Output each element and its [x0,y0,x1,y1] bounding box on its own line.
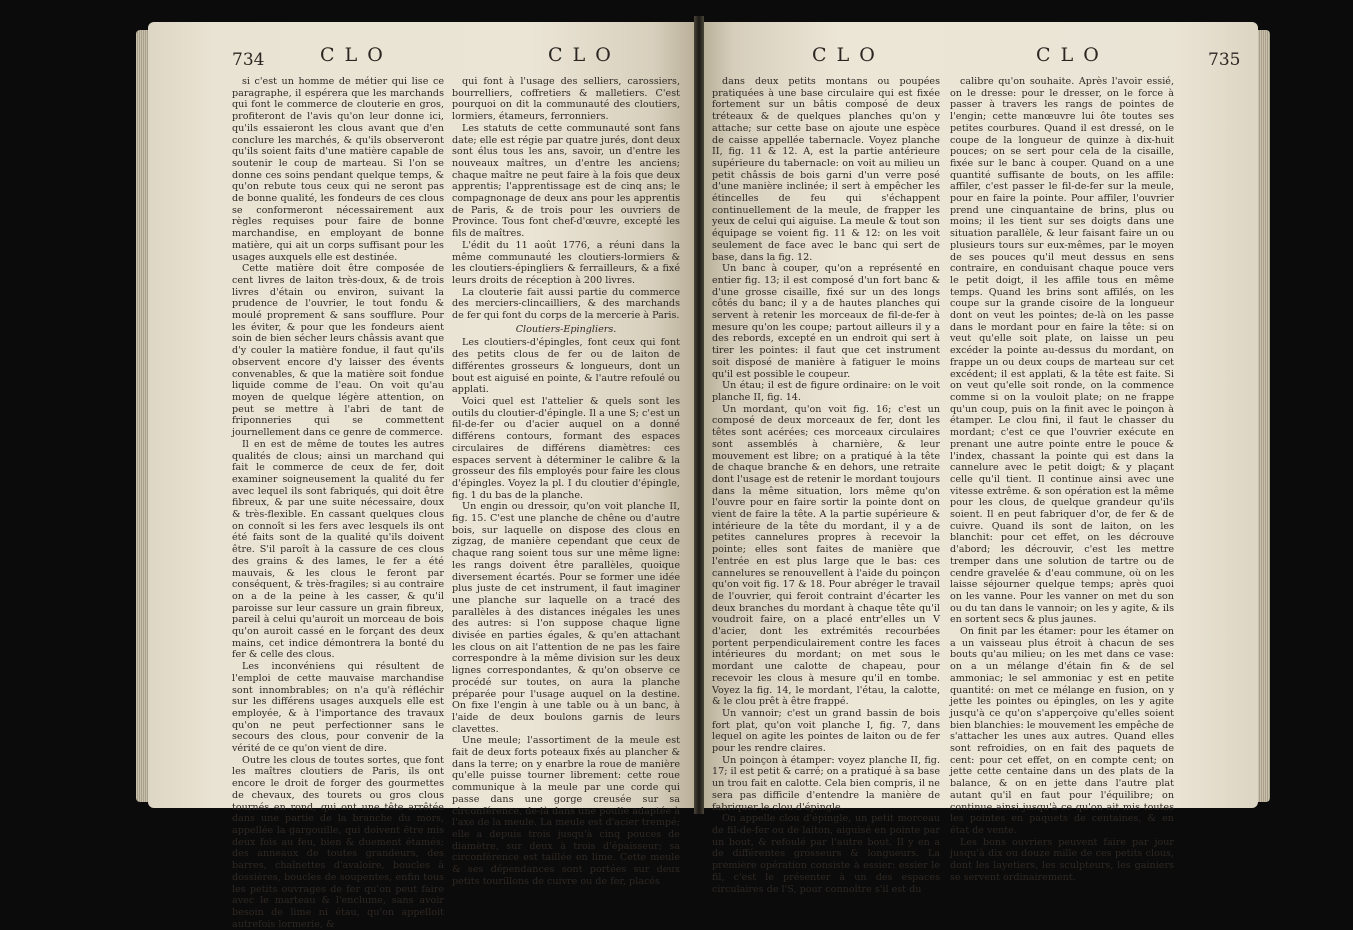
paragraph: Voici quel est l'attelier & quels sont les outils du cloutier-d'épingle. Il a une S; c'est un fil-de-fer ou d'acier auquel on a donné différens contours, formant des espaces circulaires de différens diamètres: ces espaces servent à déterminer le calibre & la grosseur des fils employés pour faire les clous d'épingles. Voyez la pl. I du cloutier d'épingle, fig. 1 du bas de la planche. [452,395,680,501]
paragraph: calibre qu'on souhaite. Après l'avoir essié, on le dresse: pour le dresser, on le force à passer à travers les rangs de pointes de l'engin; cette manœuvre lui ôte toutes ses petites courbures. Quand il est dressé, on le coupe de la longueur de quinze à dix-huit pouces; on se sert pour cela de la cisaille, fixée sur le banc à couper. Quand on a une quantité suffisante de bouts, on les affile: affiler, c'est passer le fil-de-fer sur la meule, pour en faire la pointe. Pour affiler, l'ouvrier prend une cinquantaine de brins, plus ou moins; il les tient sur ses doigts dans une situation parallèle, & leur faisant faire un ou plusieurs tours sur eux-mêmes, par le moyen de ses pouces qu'il meut dessus en sens contraire, en conduisant chaque pouce vers le petit doigt, il les affile tous en même temps. Quand les brins sont affilés, on les coupe sur la grande cisoire de la longueur dont on veut les pointes; de-là on les passe dans le mordant pour en faire la tête: si on veut qu'elle soit plate, on laisse un peu excéder la pointe au-dessus du mordant, on frappe un ou deux coups de marteau sur cet excédent; il est applati, & la tête est faite. Si on veut qu'elle soit ronde, on la commence comme si on la vouloit plate; on ne frappe qu'un coup, puis on la finit avec le poinçon à étamper. Le clou fini, il faut le chasser du mordant; c'est ce que l'ouvrier exécute en prenant une autre pointe entre le pouce & l'index, chassant la pointe qui est dans la cannelure avec le petit doigt; & y plaçant celle qu'il tient. Il continue ainsi avec une vitesse extrême. & son opération est la même pour les clous, de quelque grandeur qu'ils soient. Il en peut fabriquer d'or, de fer & de cuivre. Quand ils sont de laiton, on les blanchit: pour cet effet, on les décrouve d'abord; les décrouvir, c'est les mettre tremper dans une solution de tartre ou de cendre gravelée & d'eau commune, où on les laisse séjourner quelque temps; après quoi on les vanne. Pour les vanner on met du son ou du tan dans le vannoir; on les y agite, & ils en sortent secs & plus jaunes. [950,76,1174,626]
left-column-2 [452,76,680,887]
page-edges-right [1256,30,1270,802]
right-column-1 [712,76,940,895]
paragraph: La clouterie fait aussi partie du commerce des merciers-clincailliers, & des marchands de fer qui font du corps de la mercerie à Paris. [452,286,680,322]
paragraph: dans deux petits montans ou poupées pratiquées à une base circulaire qui est fixée fortement sur un bâtis composé de deux tréteaux & de quelques planches qu'on y attache; sur cette base on ajoute une espèce de caisse appellée tabernacle. Voyez planche II, fig. 11 & 12. A, est la partie antérieure supérieure du tabernacle: on voit au milieu un petit châssis de bois garni d'un verre posé d'une manière inclinée; il sert à empêcher les étincelles de feu qui s'échappent continuellement de la meule, de frapper les yeux de celui qui aiguise. La meule & tout son équipage se voient fig. 11 & 12: on les voit seulement de face avec le banc qui sert de base, dans la fig. 12. [712,76,940,263]
paragraph: Les bons ouvriers peuvent faire par jour jusqu'à dix ou douze mille de ces petits clous, dont les layetiers, les sculpteurs, les gainiers se servent ordinairement. [950,836,1174,883]
paragraph: Les statuts de cette communauté sont fans date; elle est régie par quatre jurés, dont deux sont élus tous les ans, savoir, un d'entre les nouveaux maîtres, un d'entre les anciens; chaque maître ne peut faire à la fois que deux apprentis; l'apprentissage est de cinq ans; le compagnonage de deux ans pour les apprentis de Paris, & de trois pour les ouvriers de Province. Tous font chef-d'œuvre, excepté les fils de maîtres. [452,122,680,240]
right-running-head-1: C L O [812,44,877,66]
section-subheading: Cloutiers-Epingliers. [515,323,617,335]
paragraph: Un poinçon à étamper: voyez planche II, fig. 17; il est petit & carré; on a pratiqué à sa base un trou fait en calotte. Cela bien compris, il ne sera pas difficile d'entendre la manière de fabriquer le clou d'épingle. [712,754,940,813]
right-page-number: 735 [1208,50,1241,70]
paragraph: Une meule; l'assortiment de la meule est fait de deux forts poteaux fixés au plancher & dans la terre; on y enarbre la roue de manière qu'elle puisse tourner librement: cette roue communique à la meule par une corde qui passe dans une gorge creusée sur sa circonférence, de-là dans une poulie adaptée à l'axe de la meule. La meule est d'acier trempé; elle a depuis trois jusqu'à cinq pouces de diamètre, sur deux à trois d'épaisseur; sa circonférence est taillée en lime. Cette meule & ses dépendances sont portées sur deux petits tourillons de cuivre ou de fer, placés [452,735,680,887]
paragraph: Un vannoir; c'est un grand bassin de bois fort plat, qu'on voit planche I, fig. 7, dans lequel on agite les pointes de laiton ou de fer pour les rendre claires. [712,707,940,755]
paragraph: Un engin ou dressoir, qu'on voit planche II, fig. 15. C'est une planche de chêne ou d'autre bois, sur laquelle on dispose des clous en zigzag, de manière cependant que ceux de chaque rang soient tous sur une même ligne: les rangs doivent être parallèles, quoique diversement écartés. Pour se former une idée plus juste de cet instrument, il faut imaginer une planche sur laquelle on a tracé des parallèles à des distances inégales les unes des autres: si l'on suppose chaque ligne divisée en parties égales, & qu'en attachant les clous on ait l'attention de ne pas les faire correspondre à la même division sur les deux lignes correspondantes, & qu'on observe ce procédé sur toutes, on aura la planche préparée pour l'usage auquel on la destine. On fixe l'engin à une table ou à un banc, à l'aide de deux boulons garnis de leurs clavettes. [452,501,680,735]
paragraph: Un étau; il est de figure ordinaire: on le voit planche II, fig. 14. [712,380,940,403]
left-running-head-2: C L O [548,44,613,66]
left-running-head-1: C L O [320,44,385,66]
paragraph: Un banc à couper, qu'on a représenté en entier fig. 13; il est composé d'un fort banc & d'une grosse cisaille, fixé sur un des longs côtés du banc; il y a de hautes planches qui servent à retenir les morceaux de fil-de-fer à mesure qu'on les coupe; partout ailleurs il y a des rebords, excepté en un endroit qui sert à tirer les pointes: il faut que cet instrument soit disposé de manière à fatiguer le moins qu'il est possible le coupeur. [712,263,940,380]
left-page-number: 734 [232,50,265,70]
right-running-head-2: C L O [1036,44,1101,66]
paragraph: On finit par les étamer: pour les étamer on a un vaisseau plus étroit à chacun de ses bouts qu'au milieu; on les met dans ce vase: on a un mélange d'étain fin & de sel ammoniac; le sel ammoniac y est en petite quantité: on met ce mélange en fusion, on y jette les pointes ou épingles, on les y agite jusqu'à ce qu'on s'apperçoive qu'elles soient bien blanchies: le mouvement les empêche de s'attacher les unes aux autres. Quand elles sont refroidies, on en fait des paquets de cent: pour cet effet, on en compte cent; on jette cette centaine dans un des plats de la balance, & on en jette dans l'autre plat autant qu'il en faut pour l'équilibre; on continue ainsi jusqu'à ce qu'on ait mis toutes les pointes en paquets de centaines, & en état de vente. [950,626,1174,836]
paragraph: Les cloutiers-d'épingles, font ceux qui font des petits clous de fer ou de laiton de différentes grosseurs & longueurs, dont un bout est aiguisé en pointe, & l'autre refoulé ou applati. [452,337,680,396]
left-column-1 [232,76,444,930]
paragraph: Outre les clous de toutes sortes, que font les maîtres cloutiers de Paris, ils ont encore le droit de forger des gourmettes de chevaux, des tourets ou gros clous tournés en rond, qui ont une tête arrêtée dans une partie de la branche du mors, appellée la gargouille, qui doivent être mis deux fois au feu, bien & duement étamés; des anneaux de toutes grandeurs, des barres, chaînettes d'avaloire, boucles à dossières, boucles de soupentes, enfin tous les petits ouvrages de fer qu'on peut faire avec le marteau & l'enclume, sans avoir besoin de lime ni étau, qu'on appelloit autrefois lormerie, & [232,754,444,930]
paragraph: On appelle clou d'épingle, un petit morceau de fil-de-fer ou de laiton, aiguisé en pointe par un bout, & refoulé par l'autre bout. Il y en a de différentes grosseurs & longueurs. La première opération consiste à essier: essier le fil, c'est le présenter à un des espaces circulaires de l'S, pour connoître s'il est du [712,813,940,895]
paragraph: si c'est un homme de métier qui lise ce paragraphe, il espérera que les marchands qui font le commerce de clouterie en gros, profiteront de l'avis qu'on leur donne ici, qu'ils essaieront les clous avant que d'en conclure les marchés, & qu'ils observeront qu'ils soient faits d'une matière capable de soutenir le coup de marteau. Si l'on se donne ces soins pendant quelque temps, & qu'on rebute tous ceux qui ne seront pas de bonne qualité, les fondeurs de ces clous se conformeront nécessairement aux règles requises pour faire de bonne marchandise, en employant de bonne matière, qui ait un corps suffisant pour les usages auxquels elle est destinée. [232,76,444,263]
book-gutter [694,16,704,814]
paragraph: Cette matière doit être composée de cent livres de laiton très-doux, & de trois livres d'étain ou environ, suivant la prudence de l'ouvrier, le tout fondu & moulé proprement & sans soufflure. Pour les éviter, & pour que les fondeurs aient soin de bien sécher leurs châssis avant que d'y couler la matière fondue, il faut qu'ils observent encore d'y laisser des évents convenables, & que la matière soit fondue liquide comme de l'eau. On voit qu'au moyen de quelque légère attention, on peut se mettre à l'abri de tant de friponneries qui se commettent journellement dans ce genre de commerce. [232,263,444,439]
paragraph: Un mordant, qu'on voit fig. 16; c'est un composé de deux morceaux de fer, dont les têtes sont acérées; ces morceaux circulaires sont assemblés à charnière, & leur mouvement est libre; on a pratiqué à la tête de chaque branche & en dehors, une retraite dont l'usage est de retenir le mordant toujours dans la même situation, lors même qu'on l'ouvre pour en faire sortir la pointe dont on vient de faire la tête. A la partie supérieure & intérieure de la tête du mordant, il y a de petites cannelures propres à recevoir la pointe; elles sont faites de manière que l'entrée en est plus large que le bas: ces cannelures se renouvellent à l'aide du poinçon qu'on voit fig. 17 & 18. Pour abréger le travail de l'ouvrier, qui feroit contraint d'écarter les deux branches du mordant à chaque tête qu'il voudroit faire, on a placé entr'elles un V d'acier, dont les extrémités recourbées portent perpendiculairement contre les faces intérieures du mordant; on met sous le mordant une calotte de chapeau, pour recevoir les clous à mesure qu'il en tombe. Voyez la fig. 14, le mordant, l'étau, la calotte, & le clou prêt à être frappé. [712,403,940,708]
right-column-2 [950,76,1174,883]
paragraph: L'édit du 11 août 1776, a réuni dans la même communauté les cloutiers-lormiers & les cloutiers-épingliers & ferrailleurs, & a fixé leurs droits de réception à 200 livres. [452,239,680,286]
paragraph: qui font à l'usage des selliers, carossiers, bourrelliers, coffretiers & malletiers. C'est pourquoi on dit la communauté des cloutiers, lormiers, étameurs, ferronniers. [452,76,680,123]
paragraph: Les inconvéniens qui résultent de l'emploi de cette mauvaise marchandise sont innombrables; on n'a qu'à réfléchir sur les différens usages auxquels elle est employée, & à l'importance des travaux qu'on ne peut perfectionner sans le secours des clous, pour convenir de la vérité de ce qu'on vient de dire. [232,661,444,755]
paragraph: Il en est de même de toutes les autres qualités de clous; ainsi un marchand qui fait le commerce de ceux de fer, doit examiner soigneusement la qualité du fer avec lequel ils sont fabriqués, qui doit être fibreux, & par une suite nécessaire, doux & très-flexible. En cassant quelques clous on connoît si les fers avec lesquels ils ont été faits sont de la qualité qu'ils doivent être. S'il paroît à la cassure de ces clous des grains & des lames, le fer a été mauvais, & les clous le feront par conséquent, & très-fragiles; si au contraire on a de la peine à les casser, & qu'il paroisse sur leur cassure un grain fibreux, pareil à celui qu'auroit un morceau de bois qu'on auroit cassé en le forçant des deux mains, cet indice démontrera la bonté du fer & celle des clous. [232,438,444,661]
